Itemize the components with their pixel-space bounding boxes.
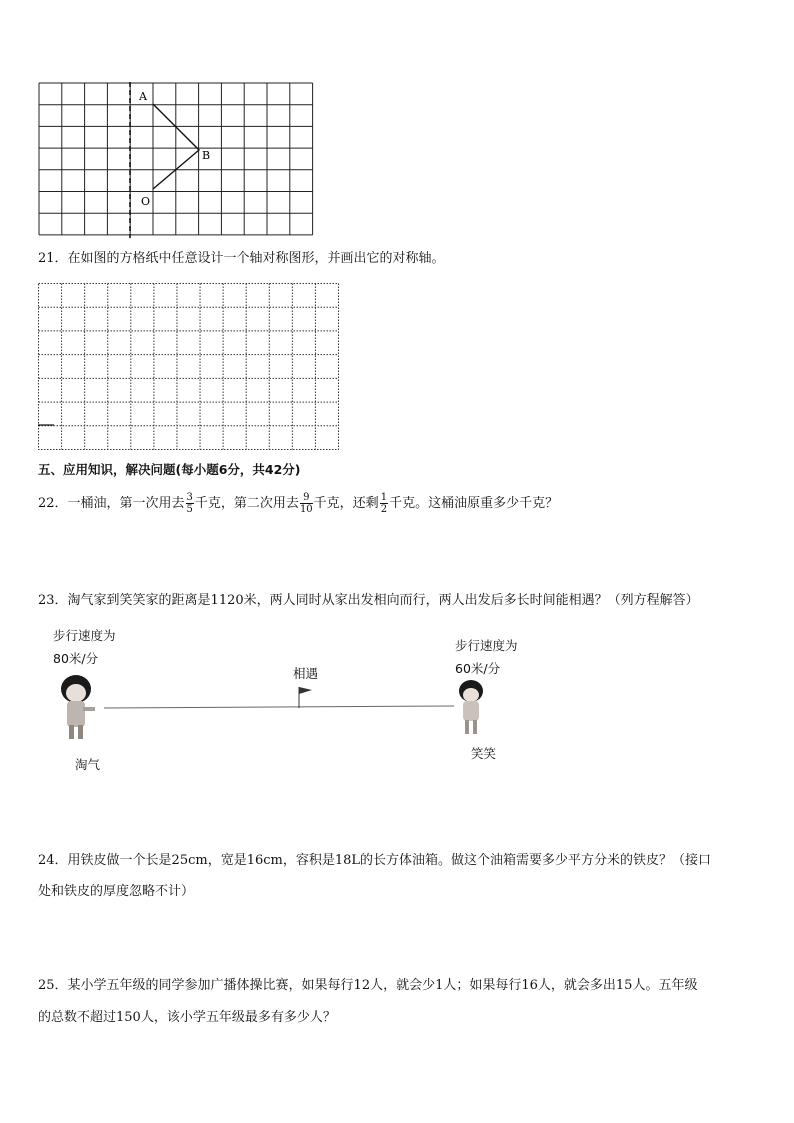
q22-part3: 千克，还剩 xyxy=(313,496,379,511)
q24-line2: 处和铁皮的厚度忽略不计） xyxy=(38,884,195,899)
q25-line2: 的总数不超过150人，该小学五年级最多有多少人？ xyxy=(38,1010,336,1025)
q22-part2: 千克，第二次用去 xyxy=(194,496,299,511)
flag-icon xyxy=(299,687,312,708)
q23-route-diagram xyxy=(50,665,490,755)
q23-text: 23．淘气家到笑笑家的距离是1120米，两人同时从家出发相向而行，两人出发后多长时间能相遇？（列方程解答） xyxy=(38,593,699,608)
fraction-9-10: $\frac{9}{10}$ xyxy=(299,492,313,515)
taoqi-child-icon xyxy=(61,675,95,739)
section5-title: 五、应用知识，解决问题(每小题6分，共42分) xyxy=(38,462,301,477)
taoqi-name: 淘气 xyxy=(75,757,101,772)
q20-grid-lines xyxy=(39,83,313,235)
q21-text: 21．在如图的方格纸中任意设计一个轴对称图形，并画出它的对称轴。 xyxy=(38,251,445,266)
left-speed-label: 步行速度为 xyxy=(53,628,116,643)
left-speed-value: 80米/分 xyxy=(53,651,99,666)
q21-dotted-grid xyxy=(38,283,340,451)
route-line xyxy=(104,706,454,708)
q22-part1: 22．一桶油，第一次用去 xyxy=(38,496,185,511)
q22-part4: 千克。这桶油原重多少千克？ xyxy=(389,496,559,511)
right-speed-label: 步行速度为 xyxy=(455,638,518,653)
fraction-1-2: $\frac{1}{2}$ xyxy=(380,492,388,515)
q22-text xyxy=(38,486,558,522)
q20-grid-figure xyxy=(38,82,314,238)
q24-line1: 24．用铁皮做一个长是25cm，宽是16cm，容积是18L的长方体油箱。做这个油箱需要多少平方分米的铁皮？（接口 xyxy=(38,853,712,868)
point-a-label: A xyxy=(139,90,147,103)
q25-line1: 25．某小学五年级的同学参加广播体操比赛，如果每行12人，就会少1人；如果每行16人，就会多出15人。五年级 xyxy=(38,978,698,993)
xiaoxiao-child-icon xyxy=(459,680,483,734)
meet-label: 相遇 xyxy=(293,666,319,681)
point-b-label: B xyxy=(202,149,211,162)
xiaoxiao-name: 笑笑 xyxy=(471,746,497,761)
point-o-label: O xyxy=(141,195,151,208)
right-speed-value: 60米/分 xyxy=(455,661,501,676)
fraction-3-5: $\frac{3}{5}$ xyxy=(186,492,193,515)
